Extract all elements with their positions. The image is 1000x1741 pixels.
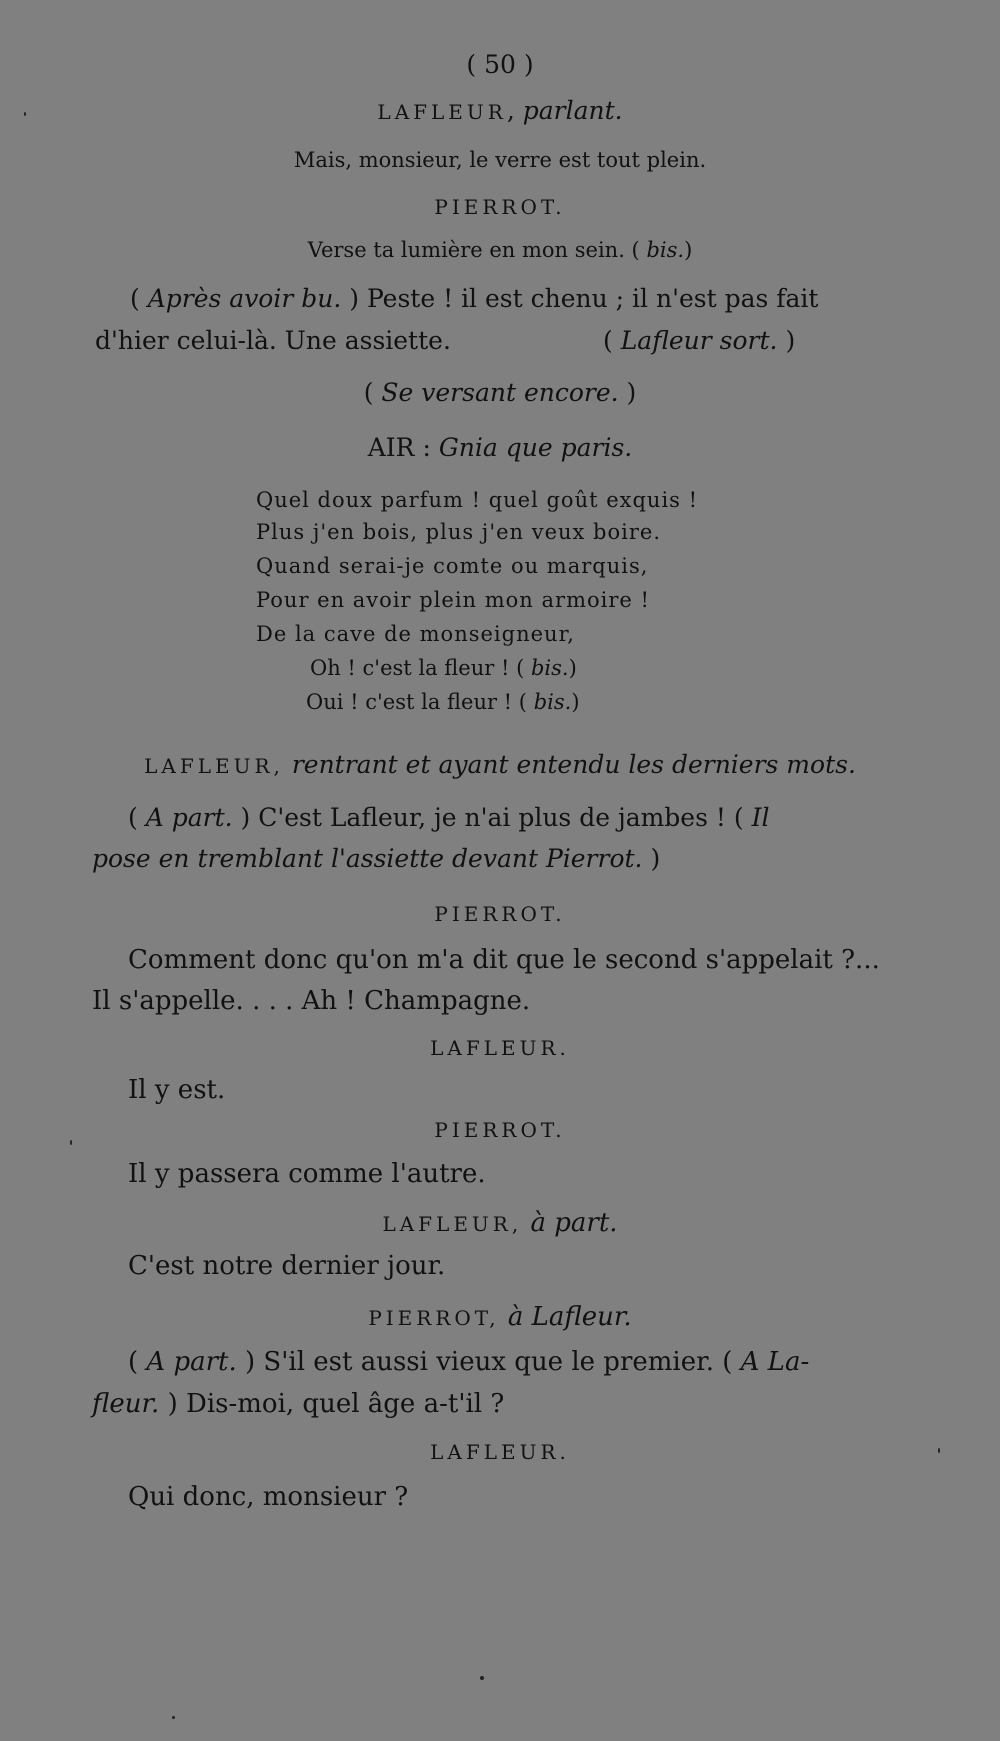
speaker-heading (0, 1442, 1000, 1462)
speaker-name: PIERROT. (434, 195, 566, 219)
verse-line: Pour en avoir plein mon armoire ! (256, 588, 650, 612)
dialogue-line: Il y passera comme l'autre. (128, 1159, 486, 1189)
air-label: AIR : (367, 433, 431, 462)
stage-direction: parlant. (522, 96, 623, 125)
verse-line: Plus j'en bois, plus j'en veux boire. (256, 520, 661, 544)
speaker-name: LAFLEUR, (382, 1212, 523, 1236)
page-number: ( 50 ) (466, 50, 534, 79)
speaker-heading (0, 904, 1000, 924)
dialogue-line: fleur. ) Dis-moi, quel âge a-t'il ? (92, 1389, 505, 1419)
speaker-heading: LAFLEUR, parlant. (377, 96, 623, 125)
speaker-heading (0, 1120, 1000, 1140)
dialogue-line: Verse ta lumière en mon sein. ( bis.) (307, 238, 693, 262)
verse-line: Quel doux parfum ! quel goût exquis ! (256, 488, 699, 512)
speaker-name: LAFLEUR, (144, 754, 284, 778)
dialogue-line: pose en tremblant l'assiette devant Pierrot. ) (92, 844, 661, 873)
dialogue-line: Comment donc qu'on m'a dit que le second s'appelait ?... (128, 945, 880, 975)
speaker-heading (0, 197, 1000, 217)
verse-line: Quand serai-je comte ou marquis, (256, 554, 649, 578)
speaker-heading (0, 752, 1000, 777)
paper-speck (24, 112, 26, 116)
verse-line: Oh ! c'est la fleur ! ( bis.) (310, 656, 577, 680)
speaker-name: LAFLEUR. (430, 1036, 570, 1060)
verse-line: De la cave de monseigneur, (256, 622, 575, 646)
dialogue-line: Il y est. (128, 1075, 226, 1105)
dialogue-line: Il s'appelle. . . . Ah ! Champagne. (92, 986, 531, 1016)
stage-direction: ( Se versant encore. ) (363, 378, 637, 407)
speaker-heading (0, 1038, 1000, 1058)
dialogue-line: ( A part. ) C'est Lafleur, je n'ai plus de jambes ! ( Il (128, 803, 770, 832)
speaker-name: PIERROT. (434, 1118, 566, 1142)
paper-speck (70, 1140, 72, 1145)
verse-line: Oui ! c'est la fleur ! ( bis.) (306, 690, 580, 714)
speaker-name: PIERROT, (368, 1306, 500, 1330)
paper-speck (938, 1448, 940, 1453)
stage-direction: rentrant et ayant entendu les derniers mots. (291, 750, 856, 779)
speaker-heading (0, 1304, 1000, 1330)
speaker-name: PIERROT. (434, 902, 566, 926)
speaker-name: LAFLEUR. (430, 1440, 570, 1464)
dialogue-line: ( Après avoir bu. ) Peste ! il est chenu ; il n'est pas fait (130, 284, 819, 313)
paper-speck (172, 1716, 175, 1719)
stage-direction: à Lafleur. (507, 1302, 632, 1332)
dialogue-line: d'hier celui-là. Une assiette. (95, 326, 451, 355)
stage-direction: à part. (530, 1208, 618, 1238)
dialogue-line: Mais, monsieur, le verre est tout plein. (293, 148, 707, 172)
speaker-name: LAFLEUR (377, 100, 507, 124)
dialogue-line: C'est notre dernier jour. (128, 1251, 446, 1281)
air-title: Gnia que paris. (438, 433, 633, 462)
paper-speck (480, 1676, 484, 1680)
stage-direction: ( Lafleur sort. ) (603, 326, 796, 355)
air-heading (0, 435, 1000, 460)
dialogue-line: Qui donc, monsieur ? (128, 1482, 409, 1512)
speaker-heading (0, 1210, 1000, 1236)
dialogue-line: ( A part. ) S'il est aussi vieux que le premier. ( A La- (128, 1347, 810, 1377)
